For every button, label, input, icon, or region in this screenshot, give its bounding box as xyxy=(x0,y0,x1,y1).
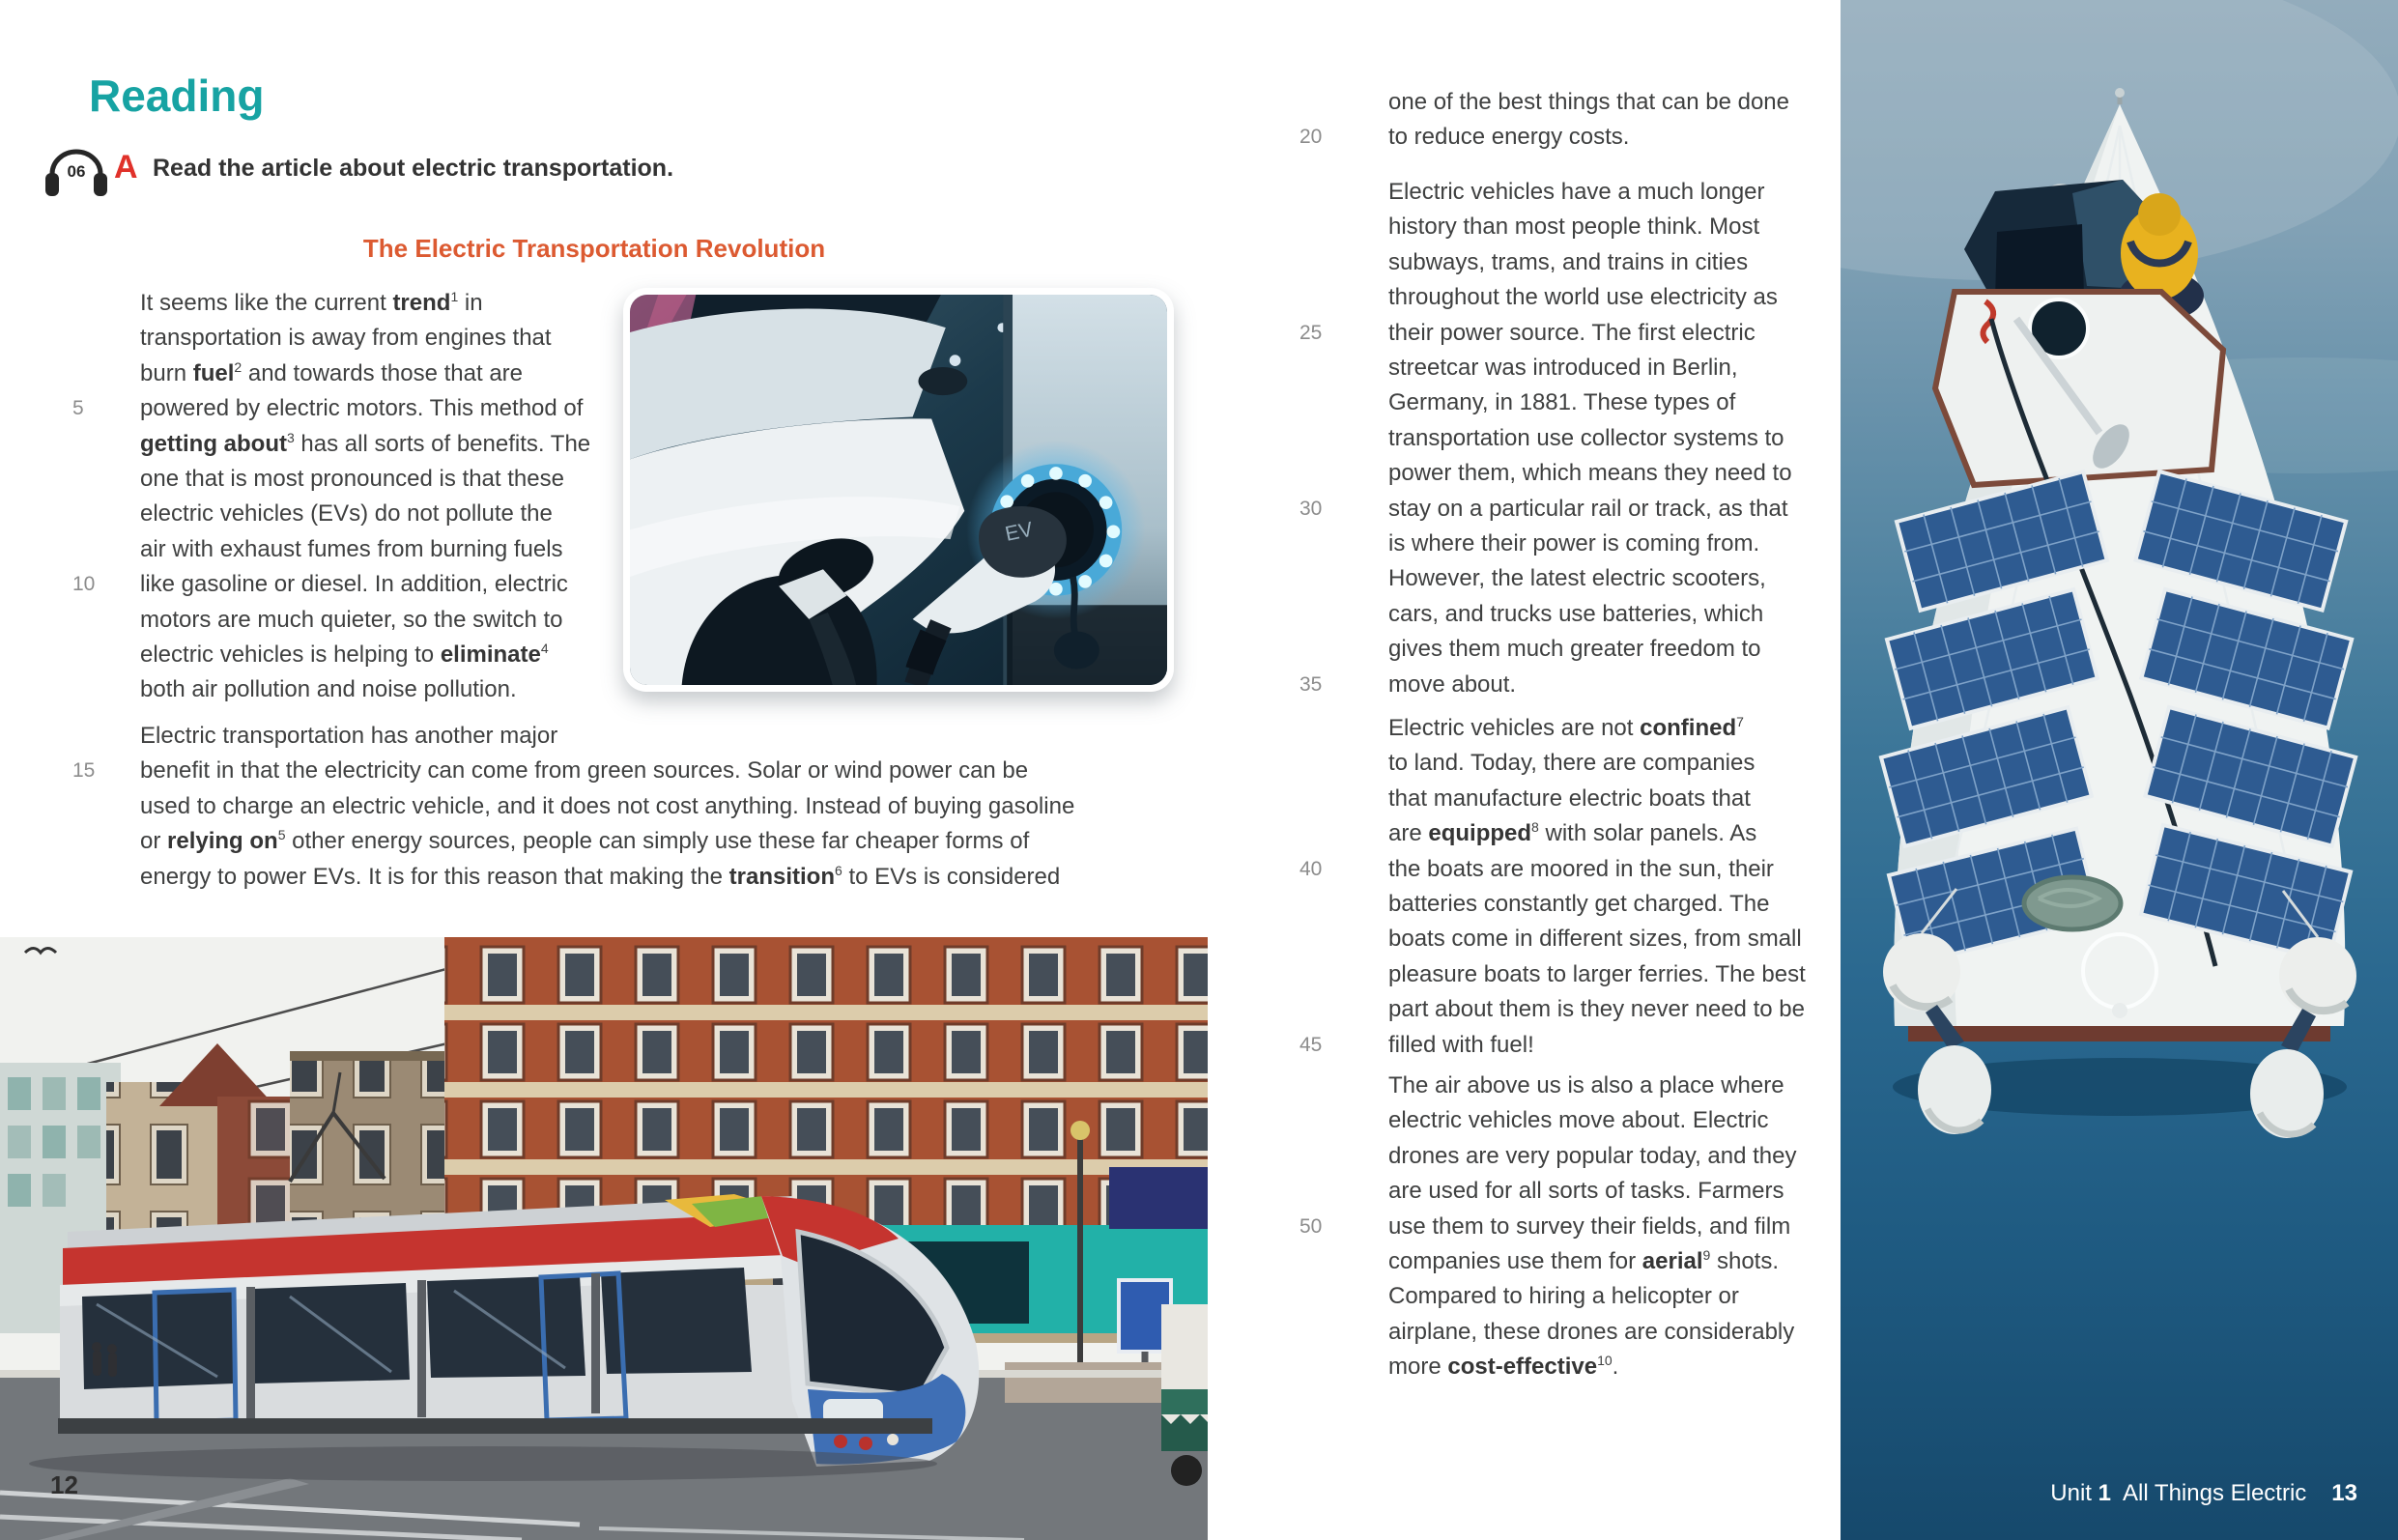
footnote-ref: 4 xyxy=(540,641,549,657)
text-line xyxy=(1388,1279,1828,1314)
text-segment: to land. Today, there are companies xyxy=(1388,750,1756,777)
text-line xyxy=(1388,527,1828,561)
text-line xyxy=(1388,632,1828,667)
text-segment: motors are much quieter, so the switch to xyxy=(140,606,563,633)
line-number: 45 xyxy=(1299,1033,1323,1056)
footnote-ref: 5 xyxy=(277,827,286,843)
text-line xyxy=(1388,1069,1828,1103)
text-segment: The air above us is also a place where xyxy=(1388,1072,1784,1098)
text-segment: streetcar was introduced in Berlin, xyxy=(1388,355,1738,382)
text-line xyxy=(1388,1174,1828,1209)
text-segment: burn xyxy=(140,359,193,386)
text-line xyxy=(72,754,1174,788)
text-line xyxy=(1388,1244,1828,1279)
bold-term: transition xyxy=(728,863,835,890)
bold-term: trend xyxy=(392,290,451,316)
text-line xyxy=(1388,280,1828,315)
text-line xyxy=(140,603,604,638)
text-segment: history than most people think. Most xyxy=(1388,214,1760,241)
text-segment: shots. xyxy=(1710,1248,1780,1275)
text-line xyxy=(1388,1315,1828,1350)
text-line xyxy=(140,462,604,497)
text-segment: is where their power is coming from. xyxy=(1388,530,1760,557)
article-paragraph-5 xyxy=(1299,711,1828,1063)
text-segment: . xyxy=(1612,1354,1619,1381)
text-segment: transportation use collector systems to xyxy=(1388,424,1784,451)
text-segment: other energy sources, people can simply use these far cheaper forms of xyxy=(285,828,1030,855)
bold-term: relying on xyxy=(167,828,278,855)
page-number-right: 13 xyxy=(2331,1480,2357,1506)
text-line xyxy=(1299,316,1828,351)
text-line xyxy=(140,860,1174,895)
text-segment: electric vehicles (EVs) do not pollute the xyxy=(140,500,553,528)
text-line xyxy=(1388,210,1828,244)
line-number: 40 xyxy=(1299,857,1323,880)
article-paragraph-2 xyxy=(72,719,1174,895)
text-line xyxy=(1388,1103,1828,1138)
line-number: 15 xyxy=(72,759,96,783)
line-number: 20 xyxy=(1299,126,1323,149)
text-segment: or xyxy=(140,828,168,855)
text-segment: and towards those that are xyxy=(242,359,524,386)
text-segment: electric vehicles move about. Electric xyxy=(1388,1107,1769,1134)
text-segment: It seems like the current xyxy=(140,290,393,316)
text-segment: with solar panels. As xyxy=(1538,820,1757,847)
line-number: 30 xyxy=(1299,497,1323,520)
page-number-left: 12 xyxy=(50,1470,78,1499)
text-line xyxy=(140,286,604,321)
bold-term: equipped xyxy=(1428,820,1532,847)
solar-boat-photo xyxy=(1841,0,2398,1540)
text-segment: Electric vehicles are not xyxy=(1388,715,1641,741)
text-line xyxy=(140,789,1174,824)
text-line xyxy=(1299,852,1828,887)
text-segment: are xyxy=(1388,820,1429,847)
text-segment: in xyxy=(458,290,483,316)
figure-ev-charging-photo xyxy=(623,288,1174,692)
footnote-ref: 7 xyxy=(1736,714,1744,729)
text-segment: has all sorts of benefits. The xyxy=(294,430,591,457)
text-line xyxy=(72,391,604,426)
bold-term: cost-effective xyxy=(1447,1354,1598,1381)
text-segment: to EVs is considered xyxy=(842,863,1061,890)
exercise-letter: A xyxy=(114,149,138,185)
svg-text:EV: EV xyxy=(1003,517,1036,546)
text-line xyxy=(1388,561,1828,596)
text-segment: air with exhaust fumes from burning fuels xyxy=(140,535,563,562)
book-footer xyxy=(2050,1480,2357,1507)
footer-unit-label: Unit xyxy=(2050,1480,2098,1506)
footnote-ref: 9 xyxy=(1702,1247,1711,1264)
text-line xyxy=(140,321,604,356)
text-line xyxy=(140,497,604,531)
text-line xyxy=(1388,1350,1828,1384)
text-line xyxy=(140,824,1174,859)
text-segment: powered by electric motors. This method of xyxy=(140,395,584,422)
text-segment: gives them much greater freedom to xyxy=(1388,636,1761,663)
text-segment: one that is most pronounced is that these xyxy=(140,466,564,493)
text-line xyxy=(1388,597,1828,632)
text-line xyxy=(1299,1028,1828,1063)
text-segment: to reduce energy costs. xyxy=(1388,124,1630,151)
text-line xyxy=(140,532,604,567)
footer-unit-title: All Things Electric xyxy=(2110,1480,2307,1506)
text-line xyxy=(1299,492,1828,527)
text-segment: part about them is they never need to be xyxy=(1388,996,1805,1023)
text-line xyxy=(1388,957,1828,992)
text-line xyxy=(140,672,604,707)
text-segment: subways, trams, and trains in cities xyxy=(1388,248,1749,275)
text-segment: Electric vehicles have a much longer xyxy=(1388,179,1765,205)
text-segment: used to charge an electric vehicle, and it does not cost anything. Instead of buying gasoline xyxy=(140,792,1075,819)
text-segment: Electric transportation has another major xyxy=(140,723,558,749)
footnote-ref: 8 xyxy=(1531,819,1539,836)
text-line xyxy=(140,427,604,462)
footnote-ref: 1 xyxy=(450,289,459,304)
text-line xyxy=(140,356,604,391)
bold-term: fuel xyxy=(192,359,235,386)
bold-term: aerial xyxy=(1641,1248,1703,1275)
text-segment: cars, and trucks use batteries, which xyxy=(1388,600,1764,627)
tram-street-photo xyxy=(0,937,1208,1540)
text-segment: are used for all sorts of tasks. Farmers xyxy=(1388,1178,1784,1205)
article-paragraph-1 xyxy=(72,286,604,708)
text-segment: power them, which means they need to xyxy=(1388,460,1792,487)
text-segment: use them to survey their fields, and film xyxy=(1388,1212,1791,1240)
line-number: 25 xyxy=(1299,321,1323,344)
text-segment: transportation is away from engines that xyxy=(140,325,552,352)
line-number: 50 xyxy=(1299,1214,1323,1238)
text-line xyxy=(1299,1210,1828,1244)
text-line xyxy=(1388,1139,1828,1174)
text-segment: Compared to hiring a helicopter or xyxy=(1388,1283,1739,1310)
text-line xyxy=(72,567,604,602)
text-line xyxy=(1388,922,1828,956)
text-segment: airplane, these drones are considerably xyxy=(1388,1318,1795,1345)
text-segment: energy to power EVs. It is for this reason that making the xyxy=(140,863,729,890)
text-segment: like gasoline or diesel. In addition, electric xyxy=(140,571,568,598)
text-segment: move about. xyxy=(1388,670,1517,698)
text-segment: drones are very popular today, and they xyxy=(1388,1142,1797,1169)
section-heading: Reading xyxy=(89,71,265,121)
footnote-ref: 2 xyxy=(234,358,243,375)
article-paragraph-6 xyxy=(1299,1069,1828,1385)
text-line xyxy=(1388,816,1828,851)
instruction-text: Read the article about electric transportation. xyxy=(153,155,674,182)
line-number: 35 xyxy=(1299,672,1323,696)
text-line xyxy=(1388,85,1828,120)
text-line xyxy=(1388,711,1828,746)
footer-unit-number: 1 xyxy=(2098,1480,2111,1506)
line-number: 5 xyxy=(72,397,84,420)
text-segment: batteries constantly get charged. The xyxy=(1388,891,1770,918)
bold-term: eliminate xyxy=(440,642,541,669)
text-segment: pleasure boats to larger ferries. The best xyxy=(1388,960,1806,987)
text-segment: filled with fuel! xyxy=(1388,1031,1534,1058)
text-line xyxy=(1388,887,1828,922)
text-line xyxy=(1388,992,1828,1027)
text-segment: the boats are moored in the sun, their xyxy=(1388,855,1774,882)
text-line xyxy=(1388,175,1828,210)
text-segment: Germany, in 1881. These types of xyxy=(1388,389,1736,416)
bold-term: getting about xyxy=(140,430,287,457)
text-segment: benefit in that the electricity can come from green sources. Solar or wind power can be xyxy=(140,757,1029,784)
text-line xyxy=(1299,120,1828,155)
text-line xyxy=(1388,351,1828,385)
article-paragraph-3 xyxy=(1299,85,1828,156)
text-segment: more xyxy=(1388,1354,1448,1381)
footnote-ref: 6 xyxy=(834,862,842,878)
footnote-ref: 10 xyxy=(1597,1353,1613,1369)
text-segment: that manufacture electric boats that xyxy=(1388,784,1751,812)
text-segment: their power source. The first electric xyxy=(1388,319,1756,346)
footnote-ref: 3 xyxy=(286,429,295,445)
text-line xyxy=(1388,456,1828,491)
bold-term: confined xyxy=(1640,715,1737,741)
text-line xyxy=(1388,782,1828,816)
text-line xyxy=(140,638,604,672)
text-line xyxy=(1388,385,1828,420)
text-segment: electric vehicles is helping to xyxy=(140,642,441,669)
article-paragraph-4 xyxy=(1299,175,1828,702)
text-segment: stay on a particular rail or track, as that xyxy=(1388,495,1788,522)
text-segment: one of the best things that can be done xyxy=(1388,89,1789,115)
text-line xyxy=(1299,668,1828,702)
text-segment: throughout the world use electricity as xyxy=(1388,284,1778,311)
text-line xyxy=(1388,746,1828,781)
text-segment: boats come in different sizes, from small xyxy=(1388,926,1802,953)
text-segment: However, the latest electric scooters, xyxy=(1388,565,1766,592)
text-line xyxy=(1388,245,1828,280)
article-title: The Electric Transportation Revolution xyxy=(362,234,826,263)
line-number: 10 xyxy=(72,573,96,596)
text-line xyxy=(1388,421,1828,456)
text-segment: companies use them for xyxy=(1388,1248,1642,1275)
text-segment: both air pollution and noise pollution. xyxy=(140,676,517,703)
text-line xyxy=(140,719,1174,754)
audio-track-badge: 06 xyxy=(67,162,86,181)
